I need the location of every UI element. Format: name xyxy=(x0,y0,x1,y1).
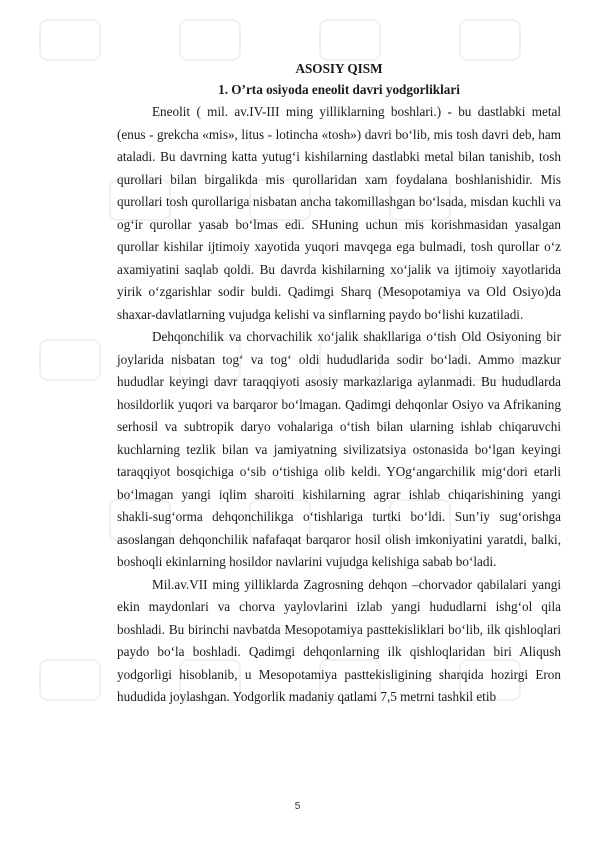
document-body xyxy=(117,58,561,709)
paragraph-3: Mil.av.VII ming yilliklarda Zagrosning dehqon –chorvador qabilalari yangi ekin maydonlari va chorva yaylovlarini izlab yangi hududlarni ishg‘ol qila boshladi. Bu birinchi navbatda Mesopotamiya pasttekisliklari bo‘lib, ilk qishloqlari paydo bo‘la boshladi. Qadimgi dehqonlarning ilk qishloqlaridan biri Aliqush yodgorligi hisoblanib, u Mesopotamiya pasttekisligining sharqida hozirgi Eron hududida joylashgan. Yodgorlik madaniy qatlami 7,5 metrni tashkil etib xyxy=(117,576,561,704)
main-heading: ASOSIY QISM xyxy=(295,61,383,76)
page-number: 5 xyxy=(294,801,301,812)
paragraph-2: Dehqonchilik va chorvachilik xo‘jalik shakllariga o‘tish Old Osiyoning bir joylarida nisbatan tog‘ va tog‘ oldi hududlarida sodir bo‘ladi. Ammo mazkur hududlar keyingi davr taraqqiyoti asosiy markazlariga aylanmadi. Bu hududlarda hosildorlik yuqori va barqaror bo‘lmagan. Qadimgi dehqonlar Osiyo va Afrikaning serhosil va subtropik daryo vohalariga o‘tish bilan ularning ishlab chiqaruvchi kuchlarning tezlik bilan va jamiyatning sivilizatsiya ostonasida bo‘lgan keyingi taraqqiyot bosqichiga o‘sib o‘tishiga olib keldi. YOg‘angarchilik mig‘dori etarli bo‘lmagan yangi iqlim sharoiti kishilarning agrar ishlab chiqarishining yangi shakli-sug‘orma dehqonchilikga o‘tishlariga turtki bo‘ldi. Sun’iy sug‘orishga asoslangan dehqonchilik nafafaqat barqaror hosil olish imkoniyatini yaratdi, balki, boshoqli ekinlarning hosildor navlarini vujudga kelishiga sabab bo‘ladi. xyxy=(117,329,561,569)
section-heading: 1. O’rta osiyoda eneolit davri yodgorliklari xyxy=(218,82,460,97)
paragraph-1: Eneolit ( mil. av.IV-III ming yilliklarning boshlari.) - bu dastlabki metal (enus - grekcha «mis», litus - lotincha «tosh») davri bo‘lib, mis tosh davri deb, ham ataladi. Bu davrning katta yutug‘i kishilarning dastlabki metal bilan tanishib, tosh qurollari bilan birgalikda mis qurollaridan xam foydalana boshlanishidir. Mis qurollari tosh qurollariga nisbatan ancha takomillashgan bo‘lsada, misdan kuchli va og‘ir qurollar yasab bo‘lmas edi. SHuning uchun mis korishmasidan yasalgan qurollar kishilar ijtimoiy xayotida yuqori mavqega ega bulmadi, tosh qurollar o‘z axamiyatini saqlab qoldi. Bu davrda kishilarning xo‘jalik va ijtimoiy xayotlarida yirik o‘zgarishlar sodir buldi. Qadimgi Sharq (Mesopotamiya va Old Osiyo)da shaxar-davlatlarning vujudga kelishi va sinflarning paydo bo‘lishi kuzatiladi. xyxy=(117,104,561,322)
